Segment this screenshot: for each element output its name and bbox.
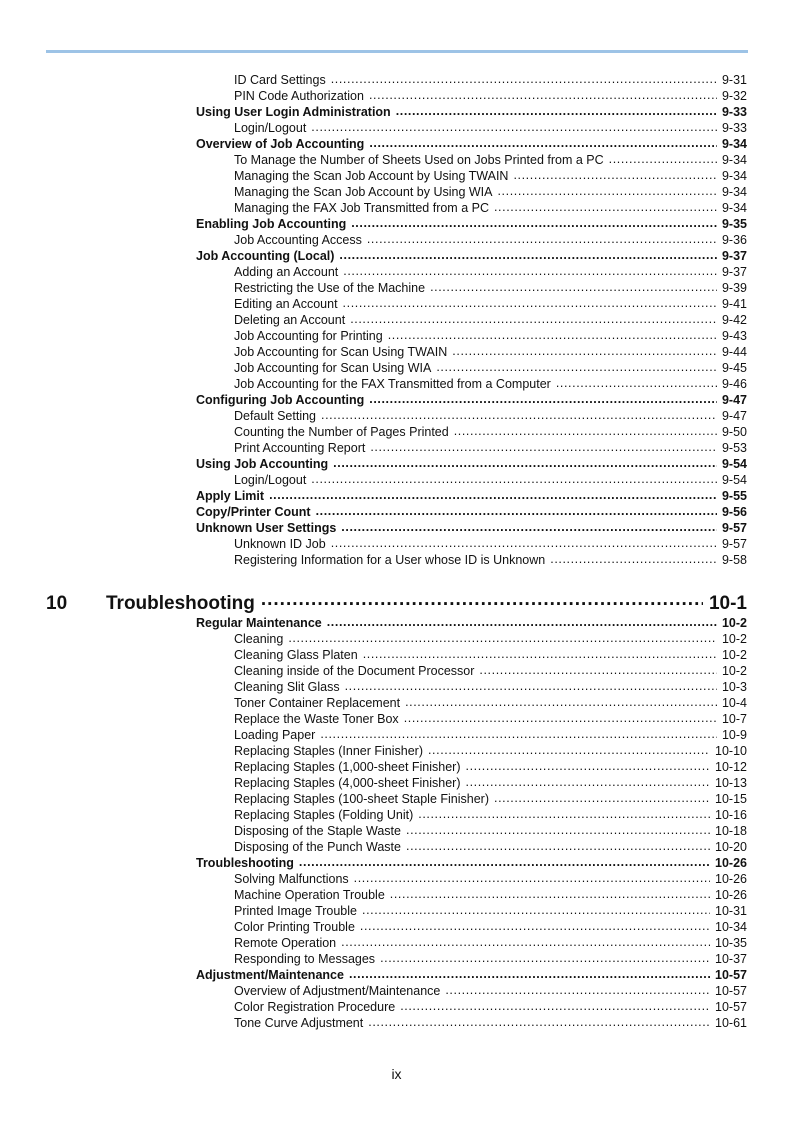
dot-leader: [466, 759, 711, 771]
toc-entry-page: 10-20: [715, 840, 747, 854]
dot-leader: [331, 536, 717, 548]
toc-entry-page: 9-41: [721, 297, 747, 311]
dot-leader: [321, 408, 717, 420]
dot-leader: [368, 1015, 710, 1027]
toc-entry[interactable]: [0, 72, 747, 88]
toc-entry[interactable]: [0, 536, 747, 552]
toc-entry-page: 9-34: [721, 201, 747, 215]
chapter-title: Troubleshooting: [106, 593, 255, 614]
toc-entry-title: Cleaning Glass Platen: [234, 648, 358, 662]
page-number: ix: [391, 1066, 402, 1082]
toc-entry-page: 9-35: [721, 217, 747, 231]
toc-entry-page: 10-2: [721, 664, 747, 678]
dot-leader: [311, 120, 717, 132]
toc-entry[interactable]: [0, 775, 747, 791]
toc-entry-page: 10-26: [715, 872, 747, 886]
toc-entry-title: Overview of Adjustment/Maintenance: [234, 984, 441, 998]
toc-entry-page: 9-39: [721, 281, 747, 295]
dot-leader: [418, 807, 710, 819]
toc-entry-title: Disposing of the Staple Waste: [234, 824, 401, 838]
toc-entry-page: 9-46: [721, 377, 747, 391]
toc-entry-page: 10-61: [715, 1016, 747, 1030]
toc-entry-title: Adjustment/Maintenance: [196, 968, 344, 982]
toc-entry[interactable]: [0, 232, 747, 248]
dot-leader: [445, 983, 710, 995]
toc-entry-title: Remote Operation: [234, 936, 337, 950]
toc-entry[interactable]: [0, 120, 747, 136]
toc-entry-title: Toner Container Replacement: [234, 696, 401, 710]
toc-entry-page: 10-26: [715, 856, 747, 870]
toc-entry-title: Printed Image Trouble: [234, 904, 357, 918]
dot-leader: [341, 520, 717, 532]
dot-leader: [320, 727, 717, 739]
dot-leader: [388, 328, 717, 340]
toc-entry-page: 9-33: [721, 105, 747, 119]
toc-entry[interactable]: [0, 376, 747, 392]
toc-entry-title: Managing the Scan Job Account by Using WIA: [234, 185, 493, 199]
dot-leader: [345, 679, 717, 691]
dot-leader: [494, 791, 710, 803]
toc-entry-title: Regular Maintenance: [196, 616, 322, 630]
toc-entry-title: Replacing Staples (Folding Unit): [234, 808, 414, 822]
toc-entry-title: Using Job Accounting: [196, 457, 329, 471]
toc-entry-title: Disposing of the Punch Waste: [234, 840, 401, 854]
toc-entry[interactable]: [0, 743, 747, 759]
toc-entry[interactable]: [0, 903, 747, 919]
toc-entry-title: Job Accounting for the FAX Transmitted from a Computer: [234, 377, 551, 391]
toc-entry[interactable]: [0, 344, 747, 360]
toc-entry-title: Counting the Number of Pages Printed: [234, 425, 449, 439]
dot-leader: [497, 184, 716, 196]
toc-entry-title: Job Accounting for Printing: [234, 329, 383, 343]
toc-entry-page: 9-31: [721, 73, 747, 87]
toc-entry-title: Tone Curve Adjustment: [234, 1016, 364, 1030]
toc-entry-title: Troubleshooting: [196, 856, 294, 870]
toc-entry-title: Cleaning: [234, 632, 284, 646]
dot-leader: [390, 887, 710, 899]
toc-entry[interactable]: [0, 695, 747, 711]
toc-entry-page: 9-54: [721, 473, 747, 487]
toc-entry-page: 10-7: [721, 712, 747, 726]
toc-section-entry[interactable]: [0, 488, 747, 504]
toc-entry-title: Job Accounting Access: [234, 233, 362, 247]
toc-section-entry[interactable]: [0, 967, 747, 983]
toc-entry-title: Machine Operation Trouble: [234, 888, 385, 902]
dot-leader: [370, 440, 717, 452]
toc-entry-title: Responding to Messages: [234, 952, 376, 966]
toc-entry-page: 10-26: [715, 888, 747, 902]
toc-entry-page: 10-13: [715, 776, 747, 790]
dot-leader: [369, 136, 717, 148]
toc-entry-page: 10-18: [715, 824, 747, 838]
dot-leader: [513, 168, 717, 180]
toc-entry-title: Job Accounting for Scan Using TWAIN: [234, 345, 448, 359]
toc-entry[interactable]: [0, 184, 747, 200]
dot-leader: [343, 264, 717, 276]
toc-entry-title: PIN Code Authorization: [234, 89, 364, 103]
toc-entry-title: Copy/Printer Count: [196, 505, 311, 519]
header-rule: [46, 50, 748, 53]
toc-entry-title: Job Accounting for Scan Using WIA: [234, 361, 432, 375]
toc-entry[interactable]: [0, 791, 747, 807]
dot-leader: [351, 216, 717, 228]
toc-section-entry[interactable]: [0, 855, 747, 871]
dot-leader: [331, 72, 717, 84]
toc-entry-page: 9-34: [721, 153, 747, 167]
dot-leader: [380, 951, 710, 963]
toc-entry[interactable]: [0, 152, 747, 168]
toc-entry-title: Replacing Staples (4,000-sheet Finisher): [234, 776, 461, 790]
toc-entry[interactable]: [0, 759, 747, 775]
dot-leader: [396, 104, 717, 116]
dot-leader: [436, 360, 717, 372]
toc-entry-title: Replace the Waste Toner Box: [234, 712, 399, 726]
toc-entry[interactable]: [0, 200, 747, 216]
toc-entry-page: 10-15: [715, 792, 747, 806]
toc-entry-title: Deleting an Account: [234, 313, 346, 327]
toc-entry-title: Unknown User Settings: [196, 521, 337, 535]
toc-entry[interactable]: [0, 424, 747, 440]
dot-leader: [360, 919, 710, 931]
dot-leader: [479, 663, 717, 675]
toc-entry[interactable]: [0, 839, 747, 855]
dot-leader: [405, 695, 717, 707]
toc-entry-page: 10-2: [721, 632, 747, 646]
dot-leader: [261, 589, 703, 609]
toc-entry-title: ID Card Settings: [234, 73, 326, 87]
toc-entry[interactable]: [0, 647, 747, 663]
toc-entry-title: Default Setting: [234, 409, 316, 423]
toc-entry[interactable]: [0, 951, 747, 967]
toc-entry-page: 9-54: [721, 457, 747, 471]
toc-entry-page: 9-50: [721, 425, 747, 439]
dot-leader: [430, 280, 717, 292]
toc-entry-page: 10-57: [715, 984, 747, 998]
dot-leader: [400, 999, 710, 1011]
chapter-number: 10: [46, 593, 68, 614]
toc-entry-page: 9-53: [721, 441, 747, 455]
toc-entry-title: Loading Paper: [234, 728, 316, 742]
toc-entry-page: 10-35: [715, 936, 747, 950]
toc-entry[interactable]: [0, 472, 747, 488]
dot-leader: [609, 152, 717, 164]
toc-entry-title: Using User Login Administration: [196, 105, 391, 119]
toc-section-entry[interactable]: [0, 504, 747, 520]
dot-leader: [369, 392, 717, 404]
toc-section-entry[interactable]: [0, 615, 747, 631]
toc-entry-title: Login/Logout: [234, 121, 307, 135]
toc-entry[interactable]: [0, 887, 747, 903]
toc-entry-title: Replacing Staples (Inner Finisher): [234, 744, 423, 758]
dot-leader: [452, 344, 717, 356]
dot-leader: [288, 631, 717, 643]
toc-entry-title: Cleaning inside of the Document Processor: [234, 664, 475, 678]
toc-entry[interactable]: [0, 823, 747, 839]
dot-leader: [404, 711, 717, 723]
dot-leader: [327, 615, 717, 627]
dot-leader: [354, 871, 710, 883]
toc-entry-title: Registering Information for a User whose ID is Unknown: [234, 553, 546, 567]
toc-entry-title: Restricting the Use of the Machine: [234, 281, 426, 295]
toc-entry-page: 9-57: [721, 521, 747, 535]
toc-entry-title: Print Accounting Report: [234, 441, 366, 455]
toc-entry[interactable]: [0, 312, 747, 328]
toc-section-entry[interactable]: [0, 392, 747, 408]
toc-entry-title: Login/Logout: [234, 473, 307, 487]
toc-entry-title: To Manage the Number of Sheets Used on Jobs Printed from a PC: [234, 153, 604, 167]
toc-section-entry[interactable]: [0, 136, 747, 152]
toc-entry-page: 9-47: [721, 393, 747, 407]
toc-entry-page: 9-47: [721, 409, 747, 423]
dot-leader: [341, 935, 710, 947]
toc-entry-page: 9-34: [721, 137, 747, 151]
toc-entry-page: 10-34: [715, 920, 747, 934]
dot-leader: [343, 296, 717, 308]
toc-entry-page: 10-9: [721, 728, 747, 742]
toc-entry-page: 9-37: [721, 265, 747, 279]
dot-leader: [269, 488, 717, 500]
toc-entry[interactable]: [0, 711, 747, 727]
toc-entry-page: 9-33: [721, 121, 747, 135]
toc-entry[interactable]: [0, 264, 747, 280]
toc-entry-title: Enabling Job Accounting: [196, 217, 347, 231]
toc-entry-title: Job Accounting (Local): [196, 249, 335, 263]
toc-entry[interactable]: [0, 360, 747, 376]
toc-entry[interactable]: [0, 631, 747, 647]
chapter-heading[interactable]: [46, 589, 747, 615]
toc-entry[interactable]: [0, 919, 747, 935]
toc-entry[interactable]: [0, 168, 747, 184]
toc-entry-page: 9-45: [721, 361, 747, 375]
toc-entry-page: 10-16: [715, 808, 747, 822]
dot-leader: [350, 312, 717, 324]
toc-entry-title: Editing an Account: [234, 297, 338, 311]
toc-entry[interactable]: [0, 88, 747, 104]
toc-section-entry[interactable]: [0, 520, 747, 536]
toc-entry-title: Adding an Account: [234, 265, 339, 279]
toc-entry-page: 9-55: [721, 489, 747, 503]
dot-leader: [428, 743, 710, 755]
toc-entry-page: 10-37: [715, 952, 747, 966]
dot-leader: [333, 456, 717, 468]
toc-entry-page: 9-57: [721, 537, 747, 551]
dot-leader: [316, 504, 717, 516]
toc-entry[interactable]: [0, 679, 747, 695]
toc-entry-title: Replacing Staples (100-sheet Staple Finisher): [234, 792, 489, 806]
toc-entry-page: 10-3: [721, 680, 747, 694]
toc-entry-page: 9-58: [721, 553, 747, 567]
toc-entry-page: 10-57: [715, 1000, 747, 1014]
toc-entry-title: Color Registration Procedure: [234, 1000, 396, 1014]
dot-leader: [454, 424, 717, 436]
dot-leader: [466, 775, 711, 787]
toc-entry-title: Configuring Job Accounting: [196, 393, 365, 407]
toc-entry[interactable]: [0, 296, 747, 312]
toc-entry-title: Unknown ID Job: [234, 537, 326, 551]
toc-entry[interactable]: [0, 408, 747, 424]
toc-entry[interactable]: [0, 935, 747, 951]
toc-entry[interactable]: [0, 663, 747, 679]
chapter-page: 10-1: [708, 593, 747, 614]
toc-entry[interactable]: [0, 552, 747, 568]
dot-leader: [550, 552, 717, 564]
toc-entry-title: Solving Malfunctions: [234, 872, 349, 886]
toc-section-entry[interactable]: [0, 216, 747, 232]
toc-entry-page: 9-37: [721, 249, 747, 263]
toc-entry[interactable]: [0, 328, 747, 344]
dot-leader: [362, 903, 710, 915]
toc-entry-page: 9-56: [721, 505, 747, 519]
toc-section-entry[interactable]: [0, 104, 747, 120]
toc-entry[interactable]: [0, 999, 747, 1015]
dot-leader: [339, 248, 717, 260]
dot-leader: [349, 967, 710, 979]
dot-leader: [556, 376, 717, 388]
toc-entry[interactable]: [0, 983, 747, 999]
toc-section-entry[interactable]: [0, 248, 747, 264]
toc-entry[interactable]: [0, 440, 747, 456]
toc-entry[interactable]: [0, 1015, 747, 1031]
dot-leader: [494, 200, 717, 212]
toc-entry-title: Cleaning Slit Glass: [234, 680, 340, 694]
toc-entry-page: 9-44: [721, 345, 747, 359]
dot-leader: [311, 472, 717, 484]
toc-entry-page: 9-34: [721, 185, 747, 199]
toc-entry-title: Managing the Scan Job Account by Using TWAIN: [234, 169, 509, 183]
toc-entry-title: Replacing Staples (1,000-sheet Finisher): [234, 760, 461, 774]
toc-entry-page: 10-12: [715, 760, 747, 774]
dot-leader: [299, 855, 710, 867]
dot-leader: [369, 88, 717, 100]
toc-entry[interactable]: [0, 807, 747, 823]
toc-entry[interactable]: [0, 280, 747, 296]
toc-entry-title: Managing the FAX Job Transmitted from a PC: [234, 201, 489, 215]
toc-entry-page: 10-2: [721, 648, 747, 662]
toc-section-entry[interactable]: [0, 456, 747, 472]
toc-entry[interactable]: [0, 727, 747, 743]
toc-entry-page: 9-32: [721, 89, 747, 103]
toc-entry-page: 9-43: [721, 329, 747, 343]
toc-entry-page: 9-34: [721, 169, 747, 183]
toc-entry-page: 10-10: [715, 744, 747, 758]
toc-entry-title: Color Printing Trouble: [234, 920, 355, 934]
toc-entry-page: 10-57: [715, 968, 747, 982]
dot-leader: [367, 232, 717, 244]
toc-entry-page: 9-42: [721, 313, 747, 327]
toc-entry-title: Apply Limit: [196, 489, 265, 503]
toc-entry-page: 10-2: [721, 616, 747, 630]
toc-entry-page: 9-36: [721, 233, 747, 247]
dot-leader: [363, 647, 717, 659]
dot-leader: [406, 839, 710, 851]
toc-entry-page: 10-31: [715, 904, 747, 918]
toc-entry-title: Overview of Job Accounting: [196, 137, 365, 151]
toc-entry[interactable]: [0, 871, 747, 887]
dot-leader: [406, 823, 710, 835]
toc-entry-page: 10-4: [721, 696, 747, 710]
